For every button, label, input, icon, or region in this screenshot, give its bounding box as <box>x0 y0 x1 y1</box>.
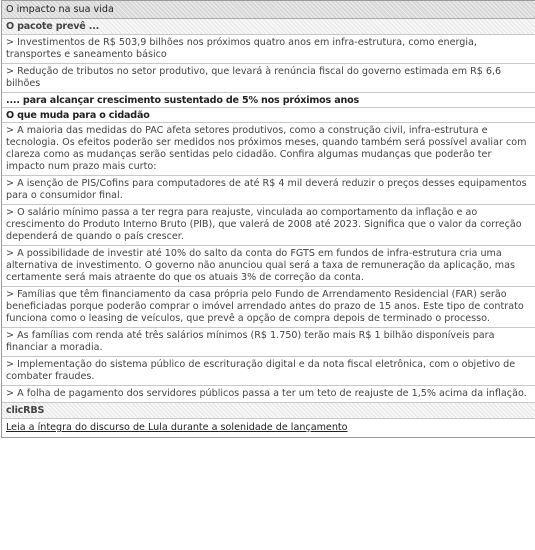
pacote-heading: O pacote prevê ... <box>2 19 535 35</box>
cidadao-heading: O que muda para o cidadão <box>2 108 535 123</box>
pacote-item: > Investimentos de R$ 503,9 bilhões nos próximos quatro anos em infra-estrutura, como energia, transportes e saneamento básico <box>2 35 535 64</box>
cidadao-item: > As famílias com renda até três salários mínimos (R$ 1.750) terão mais R$ 1 bilhão disponíveis para financiar a moradia. <box>2 328 535 357</box>
impact-panel <box>1 0 535 438</box>
speech-link[interactable]: Leia a íntegra do discurso de Lula durante a solenidade de lançamento <box>6 422 348 433</box>
cidadao-item: > A isenção de PIS/Cofins para computadores de até R$ 4 mil deverá reduzir o preços desses equipamentos para o consumidor final. <box>2 176 535 205</box>
cidadao-item: > Implementação do sistema público de escrituração digital e da nota fiscal eletrônica, com o objetivo de combater fraudes. <box>2 357 535 386</box>
pacote-item: > Redução de tributos no setor produtivo, que levará à renúncia fiscal do governo estimada em R$ 6,6 bilhões <box>2 64 535 93</box>
speech-link-row <box>2 419 535 437</box>
panel-title: O impacto na sua vida <box>2 1 535 19</box>
cidadao-item: > Famílias que têm financiamento da casa própria pelo Fundo de Arrendamento Residencial (FAR) serão beneficiadas porque poderão comprar o imóvel arrendado antes do prazo de 15 anos. Este tipo de contrato funciona como o leasing de veículos, que prevê a opção de compra depois de terminado o processo. <box>2 287 535 328</box>
crescimento-heading: .... para alcançar crescimento sustentado de 5% nos próximos anos <box>2 93 535 108</box>
source-label: clicRBS <box>2 403 535 419</box>
cidadao-item: > O salário mínimo passa a ter regra para reajuste, vinculada ao comportamento da inflação e ao crescimento do Produto Interno Bruto (PIB), que valerá de 2008 até 2023. Significa que o valor da correção dependerá de quando o país crescer. <box>2 205 535 246</box>
cidadao-item: > A maioria das medidas do PAC afeta setores produtivos, como a construção civil, infra-estrutura e tecnologia. Os efeitos poderão ser medidos nos próximos meses, quando também será possível avaliar com clareza como as mudanças serão sentidas pelo cidadão. Confira algumas mudanças que poderão ter impacto num prazo mais curto: <box>2 123 535 176</box>
cidadao-item: > A possibilidade de investir até 10% do salto da conta do FGTS em fundos de infra-estrutura cria uma alternativa de investimento. O governo não anunciou qual será a taxa de remuneração da aplicação, mas certamente será mais atraente do que os atuais 3% de correção da conta. <box>2 246 535 287</box>
cidadao-item: > A folha de pagamento dos servidores públicos passa a ter um teto de reajuste de 1,5% acima da inflação. <box>2 386 535 403</box>
